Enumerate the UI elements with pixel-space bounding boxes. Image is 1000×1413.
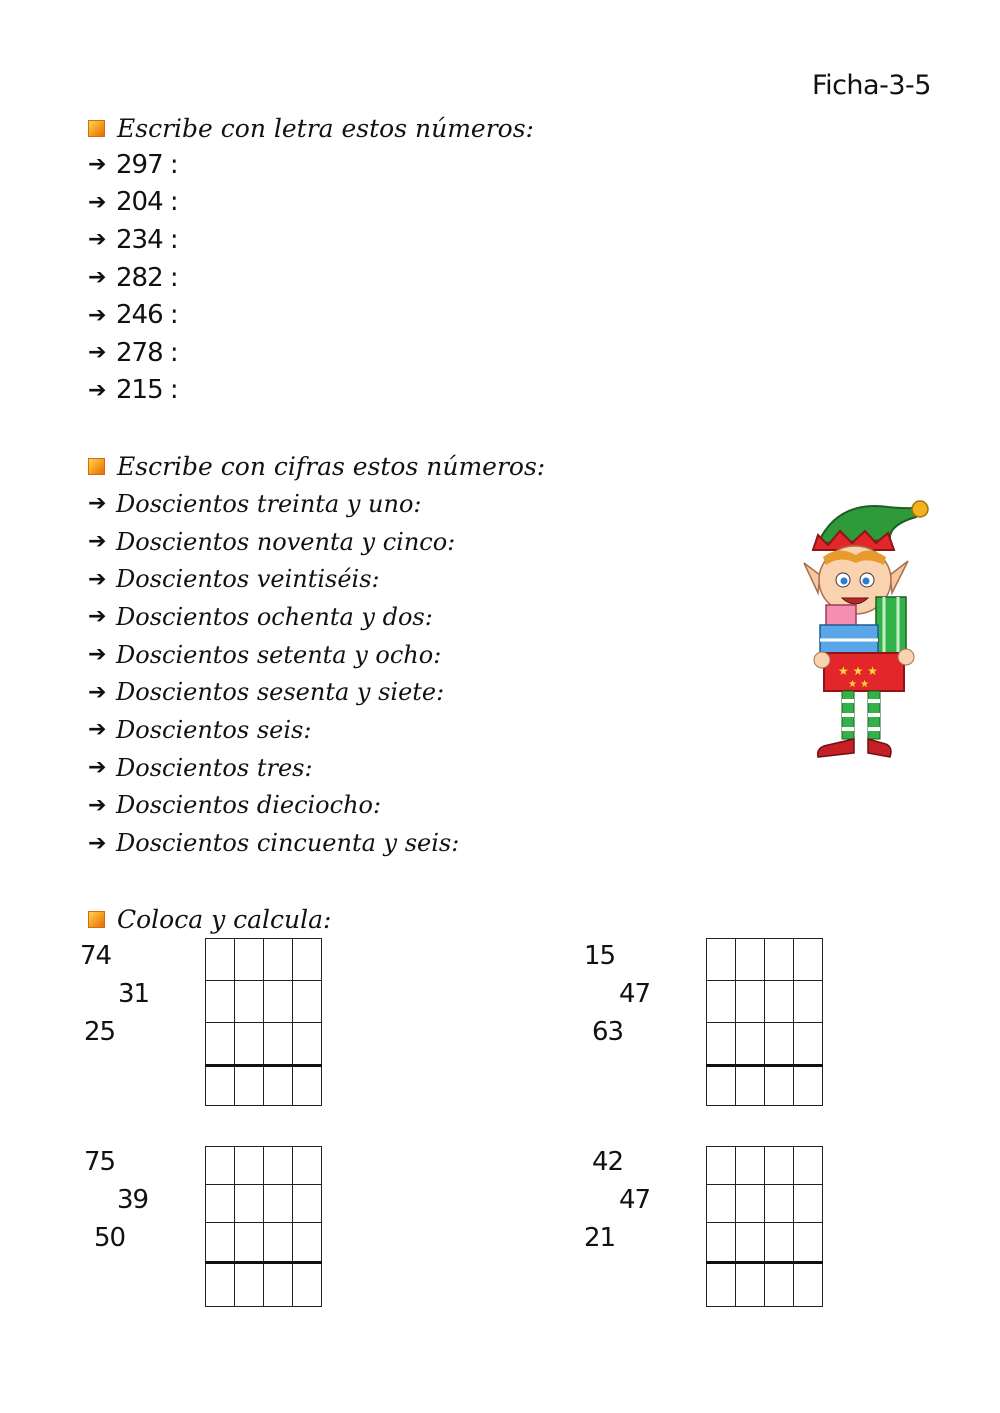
calculation-grid [205, 1146, 322, 1307]
grid-cell[interactable] [264, 1185, 293, 1223]
list-item: ➔ Doscientos setenta y ocho: [88, 640, 442, 669]
grid-cell[interactable] [736, 1066, 765, 1106]
grid-cell[interactable] [293, 1185, 322, 1223]
grid-cell[interactable] [794, 981, 823, 1023]
right-arrow-icon: ➔ [88, 377, 107, 403]
grid-cell[interactable] [765, 1223, 794, 1263]
grid-cell[interactable] [765, 1023, 794, 1066]
section3-heading [88, 903, 331, 935]
right-arrow-icon: ➔ [88, 642, 107, 668]
grid-cell[interactable] [235, 1066, 264, 1106]
grid-cell[interactable] [264, 1023, 293, 1066]
problem-2-number-1: 15 [584, 941, 616, 971]
list-item: ➔ 215 : [88, 375, 178, 406]
grid-cell[interactable] [794, 1223, 823, 1263]
grid-cell[interactable] [264, 981, 293, 1023]
right-arrow-icon: ➔ [88, 604, 107, 630]
calculation-grid [205, 938, 322, 1106]
grid-cell[interactable] [235, 1185, 264, 1223]
grid-cell[interactable] [293, 1263, 322, 1307]
grid-cell[interactable] [206, 1066, 235, 1106]
grid-cell[interactable] [765, 1263, 794, 1307]
grid-cell[interactable] [264, 1066, 293, 1106]
problem-1-number-3: 25 [84, 1017, 116, 1047]
grid-cell[interactable] [794, 1185, 823, 1223]
grid-cell[interactable] [206, 1223, 235, 1263]
problem-4-number-3: 21 [584, 1223, 616, 1253]
list-item: ➔ Doscientos ochenta y dos: [88, 602, 433, 631]
grid-cell[interactable] [707, 1185, 736, 1223]
grid-cell[interactable] [707, 1023, 736, 1066]
grid-cell[interactable] [736, 1023, 765, 1066]
grid-cell[interactable] [235, 981, 264, 1023]
right-arrow-icon: ➔ [88, 566, 107, 592]
list-item: ➔ Doscientos seis: [88, 715, 312, 744]
section3-heading-text: Coloca y calcula: [117, 904, 332, 934]
grid-cell[interactable] [293, 939, 322, 981]
grid-cell[interactable] [293, 1223, 322, 1263]
grid-cell[interactable] [293, 1023, 322, 1066]
right-arrow-icon: ➔ [88, 792, 107, 818]
grid-cell[interactable] [736, 1263, 765, 1307]
list-item: ➔ 246 : [88, 300, 178, 331]
section1-heading [88, 112, 534, 144]
grid-cell[interactable] [794, 1263, 823, 1307]
grid-cell[interactable] [794, 1023, 823, 1066]
grid-cell[interactable] [206, 981, 235, 1023]
problem-3-number-1: 75 [84, 1147, 116, 1177]
right-arrow-icon: ➔ [88, 189, 107, 215]
right-arrow-icon: ➔ [88, 755, 107, 781]
list-item: ➔ Doscientos noventa y cinco: [88, 527, 456, 556]
grid-cell[interactable] [794, 1066, 823, 1106]
list-item: ➔ 234 : [88, 224, 178, 255]
grid-cell[interactable] [235, 1263, 264, 1307]
grid-cell[interactable] [707, 1263, 736, 1307]
grid-cell[interactable] [707, 939, 736, 981]
right-arrow-icon: ➔ [88, 302, 107, 328]
grid-cell[interactable] [264, 1263, 293, 1307]
section2-list [88, 485, 459, 862]
grid-cell[interactable] [765, 1066, 794, 1106]
orange-square-bullet-icon [88, 120, 105, 137]
grid-cell[interactable] [235, 1223, 264, 1263]
grid-cell[interactable] [794, 1147, 823, 1185]
list-item: ➔ 278 : [88, 337, 178, 368]
right-arrow-icon: ➔ [88, 227, 107, 253]
right-arrow-icon: ➔ [88, 679, 107, 705]
grid-cell[interactable] [736, 1185, 765, 1223]
grid-cell[interactable] [707, 1066, 736, 1106]
list-item: ➔ Doscientos cincuenta y seis: [88, 829, 460, 858]
problem-3-number-3: 50 [94, 1223, 126, 1253]
grid-cell[interactable] [206, 1263, 235, 1307]
list-item: ➔ 204 : [88, 187, 178, 218]
list-item: ➔ Doscientos sesenta y siete: [88, 678, 445, 707]
grid-cell[interactable] [736, 1147, 765, 1185]
right-arrow-icon: ➔ [88, 152, 107, 178]
grid-cell[interactable] [736, 981, 765, 1023]
grid-cell[interactable] [707, 1147, 736, 1185]
svg-text:★ ★: ★ ★ [848, 679, 870, 690]
problem-2-number-3: 63 [592, 1017, 624, 1047]
list-item: ➔ Doscientos tres: [88, 753, 313, 782]
list-item: ➔ Doscientos treinta y uno: [88, 489, 422, 518]
right-arrow-icon: ➔ [88, 340, 107, 366]
right-arrow-icon: ➔ [88, 717, 107, 743]
grid-cell[interactable] [736, 939, 765, 981]
grid-cell[interactable] [206, 1147, 235, 1185]
right-arrow-icon: ➔ [88, 265, 107, 291]
right-arrow-icon: ➔ [88, 830, 107, 856]
grid-cell[interactable] [707, 981, 736, 1023]
grid-cell[interactable] [235, 939, 264, 981]
problem-3-number-2: 39 [117, 1185, 149, 1215]
grid-cell[interactable] [235, 1147, 264, 1185]
problem-1-number-1: 74 [80, 941, 112, 971]
christmas-elf-illustration [768, 495, 958, 770]
grid-cell[interactable] [765, 981, 794, 1023]
svg-text:★ ★ ★: ★ ★ ★ [838, 664, 878, 678]
problem-4-number-1: 42 [592, 1147, 624, 1177]
calculation-grid [706, 1146, 823, 1307]
grid-cell[interactable] [794, 939, 823, 981]
calculation-grid [706, 938, 823, 1106]
section2-heading [88, 450, 545, 482]
list-item: ➔ 282 : [88, 262, 178, 293]
grid-cell[interactable] [765, 939, 794, 981]
section1-heading-text: Escribe con letra estos números: [117, 113, 534, 143]
right-arrow-icon: ➔ [88, 491, 107, 517]
problem-2-number-2: 47 [619, 979, 651, 1009]
grid-cell[interactable] [206, 1023, 235, 1066]
grid-cell[interactable] [736, 1223, 765, 1263]
grid-cell[interactable] [264, 1223, 293, 1263]
grid-cell[interactable] [206, 939, 235, 981]
list-item: ➔ 297 : [88, 149, 178, 180]
list-item: ➔ Doscientos dieciocho: [88, 791, 382, 820]
problem-1-number-2: 31 [118, 979, 150, 1009]
section1-list [88, 146, 178, 409]
problem-4-number-2: 47 [619, 1185, 651, 1215]
grid-cell[interactable] [707, 1223, 736, 1263]
list-item: ➔ Doscientos veintiséis: [88, 565, 380, 594]
orange-square-bullet-icon [88, 458, 105, 475]
section2-heading-text: Escribe con cifras estos números: [117, 451, 546, 481]
right-arrow-icon: ➔ [88, 529, 107, 555]
grid-cell[interactable] [264, 1147, 293, 1185]
grid-cell[interactable] [206, 1185, 235, 1223]
grid-cell[interactable] [235, 1023, 264, 1066]
grid-cell[interactable] [765, 1147, 794, 1185]
grid-cell[interactable] [264, 939, 293, 981]
grid-cell[interactable] [293, 1066, 322, 1106]
grid-cell[interactable] [293, 1147, 322, 1185]
grid-cell[interactable] [765, 1185, 794, 1223]
page-code: Ficha-3-5 [812, 70, 931, 101]
orange-square-bullet-icon [88, 911, 105, 928]
grid-cell[interactable] [293, 981, 322, 1023]
